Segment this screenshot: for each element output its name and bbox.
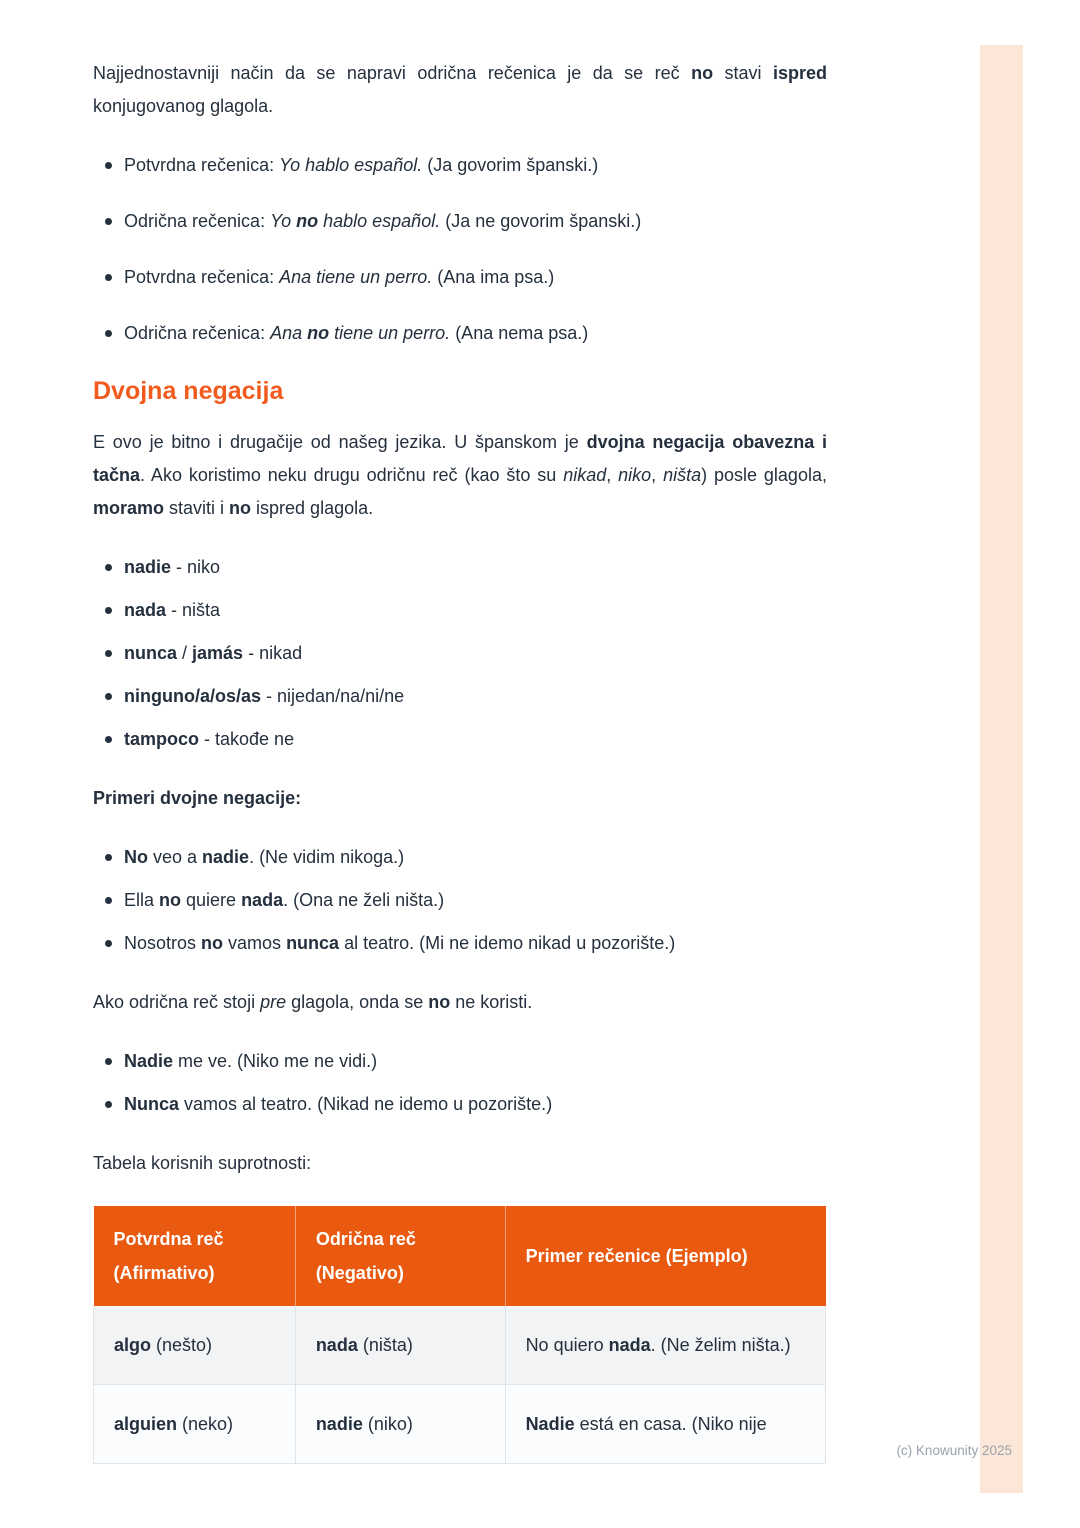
pre-verb-note: Ako odrična reč stoji pre glagola, onda se no ne koristi.	[93, 992, 533, 1012]
list-item: nunca / jamás - nikad	[124, 637, 827, 670]
list-item: tampoco - takođe ne	[124, 723, 827, 756]
opposites-table	[93, 1206, 826, 1464]
table-header-cell: Potvrdna reč (Afirmativo)	[94, 1206, 296, 1306]
table-header-row	[94, 1206, 826, 1306]
double-negation-paragraph: E ovo je bitno i drugačije od našeg jezika. U španskom je dvojna negacija obavezna i tačna. Ako koristimo neku drugu odričnu reč (kao što su nikad, niko, ništa) posle glagola, moramo staviti i no ispred glagola.	[93, 432, 828, 518]
table-row	[94, 1306, 826, 1385]
list-item: No veo a nadie. (Ne vidim nikoga.)	[124, 841, 827, 874]
watermark: (c) Knowunity 2025	[896, 1443, 1012, 1458]
page-edge-stripe	[980, 45, 1023, 1493]
section-heading: Dvojna negacija	[93, 377, 284, 405]
pre-verb-examples-list	[93, 1045, 827, 1121]
list-item: Odrična rečenica: Ana no tiene un perro. (Ana nema psa.)	[124, 317, 827, 350]
negative-words-list	[93, 551, 827, 756]
table-header-cell: Odrična reč (Negativo)	[295, 1206, 505, 1306]
list-item: nada - ništa	[124, 594, 827, 627]
list-item: Nosotros no vamos nunca al teatro. (Mi ne idemo nikad u pozorište.)	[124, 927, 827, 960]
document-content	[93, 57, 827, 1464]
table-cell: alguien (neko)	[94, 1385, 296, 1464]
table-cell: nadie (niko)	[295, 1385, 505, 1464]
list-item: Potvrdna rečenica: Ana tiene un perro. (Ana ima psa.)	[124, 261, 827, 294]
examples-title: Primeri dvojne negacije:	[93, 788, 302, 808]
table-cell: Nadie está en casa. (Niko nije	[505, 1385, 825, 1464]
list-item: Potvrdna rečenica: Yo hablo español. (Ja govorim španski.)	[124, 149, 827, 182]
list-item: ninguno/a/os/as - nijedan/na/ni/ne	[124, 680, 827, 713]
table-cell: nada (ništa)	[295, 1306, 505, 1385]
list-item: Nadie me ve. (Niko me ne vidi.)	[124, 1045, 827, 1078]
intro-paragraph: Najjednostavniji način da se napravi odrična rečenica je da se reč no stavi ispred konjugovanog glagola.	[93, 63, 827, 116]
list-item: nadie - niko	[124, 551, 827, 584]
list-item: Ella no quiere nada. (Ona ne želi ništa.)	[124, 884, 827, 917]
table-body	[94, 1306, 826, 1464]
table-row	[94, 1385, 826, 1464]
basic-examples-list	[93, 149, 827, 350]
table-header-cell: Primer rečenice (Ejemplo)	[505, 1206, 825, 1306]
list-item: Nunca vamos al teatro. (Nikad ne idemo u pozorište.)	[124, 1088, 827, 1121]
table-intro: Tabela korisnih suprotnosti:	[93, 1153, 312, 1173]
list-item: Odrična rečenica: Yo no hablo español. (Ja ne govorim španski.)	[124, 205, 827, 238]
table-cell: algo (nešto)	[94, 1306, 296, 1385]
table-cell: No quiero nada. (Ne želim ništa.)	[505, 1306, 825, 1385]
double-negation-examples-list	[93, 841, 827, 960]
